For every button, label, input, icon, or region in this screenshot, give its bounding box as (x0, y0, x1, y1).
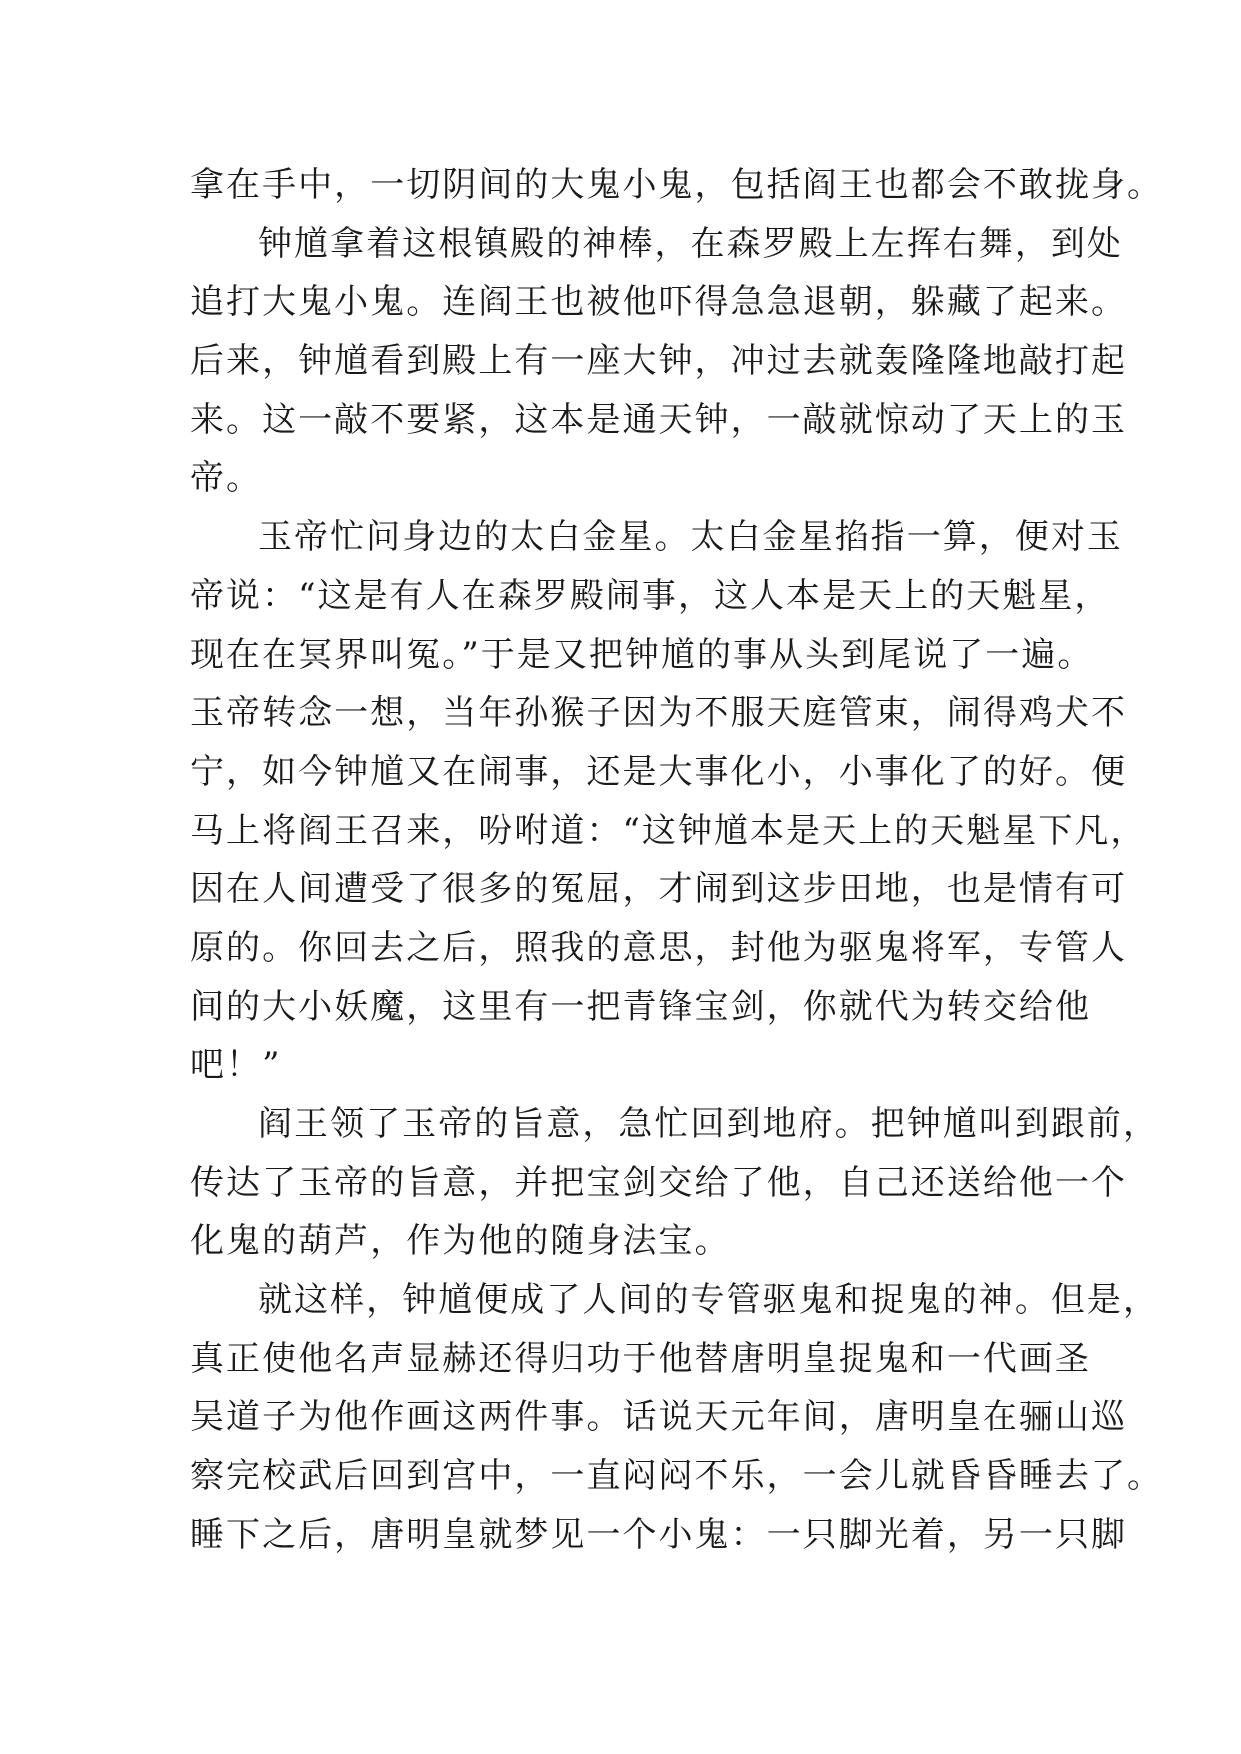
text-line: 睡下之后，唐明皇就梦见一个小鬼：一只脚光着，另一只脚 (190, 1514, 1128, 1555)
paragraph-first-line: 阎王领了玉帝的旨意，急忙回到地府。把钟馗叫到跟前， (258, 1104, 1159, 1144)
paragraph-first-line: 钟馗拿着这根镇殿的神棒，在森罗殿上左挥右舞，到处 (258, 223, 1123, 264)
body-text (190, 156, 1164, 1565)
text-line: 帝。 (190, 458, 263, 499)
text-line: 现在在冥界叫冤。”于是又把钟馗的事从头到尾说了一遍。 (190, 634, 1094, 675)
text-line: 化鬼的葫芦，作为他的随身法宝。 (190, 1221, 731, 1262)
paragraph-first-line: 玉帝忙问身边的太白金星。太白金星掐指一算，便对玉 (258, 517, 1123, 558)
text-line: 马上将阎王召来，吩咐道：“这钟馗本是天上的天魁星下凡， (190, 810, 1147, 851)
text-line: 后来，钟馗看到殿上有一座大钟，冲过去就轰隆隆地敲打起 (190, 341, 1128, 382)
text-line: 察完校武后回到宫中，一直闷闷不乐，一会儿就昏昏睡去了。 (190, 1456, 1164, 1497)
text-line: 间的大小妖魔，这里有一把青锋宝剑，你就代为转交给他 (190, 986, 1091, 1027)
text-line: 追打大鬼小鬼。连阎王也被他吓得急急退朝，躲藏了起来。 (190, 282, 1128, 323)
text-line: 拿在手中，一切阴间的大鬼小鬼，包括阎王也都会不敢拢身。 (190, 165, 1164, 205)
paragraph-first-line: 就这样，钟馗便成了人间的专管驱鬼和捉鬼的神。但是， (258, 1280, 1159, 1321)
text-line: 玉帝转念一想，当年孙猴子因为不服天庭管束，闹得鸡犬不 (190, 693, 1128, 734)
text-line: 原的。你回去之后，照我的意思，封他为驱鬼将军，专管人 (190, 927, 1128, 968)
text-line: 来。这一敲不要紧，这本是通天钟，一敲就惊动了天上的玉 (190, 399, 1128, 440)
text-line: 宁，如今钟馗又在闹事，还是大事化小，小事化了的好。便 (190, 751, 1128, 792)
text-line: 真正使他名声显赫还得归功于他替唐明皇捉鬼和一代画圣 (190, 1338, 1091, 1379)
text-line: 吴道子为他作画这两件事。话说天元年间，唐明皇在骊山巡 (190, 1397, 1128, 1438)
text-line: 因在人间遭受了很多的冤屈，才闹到这步田地，也是情有可 (190, 869, 1128, 910)
text-line: 吧！” (190, 1045, 282, 1086)
text-line: 帝说：“这是有人在森罗殿闹事，这人本是天上的天魁星， (190, 575, 1111, 616)
text-line: 传达了玉帝的旨意，并把宝剑交给了他，自己还送给他一个 (190, 1162, 1128, 1203)
